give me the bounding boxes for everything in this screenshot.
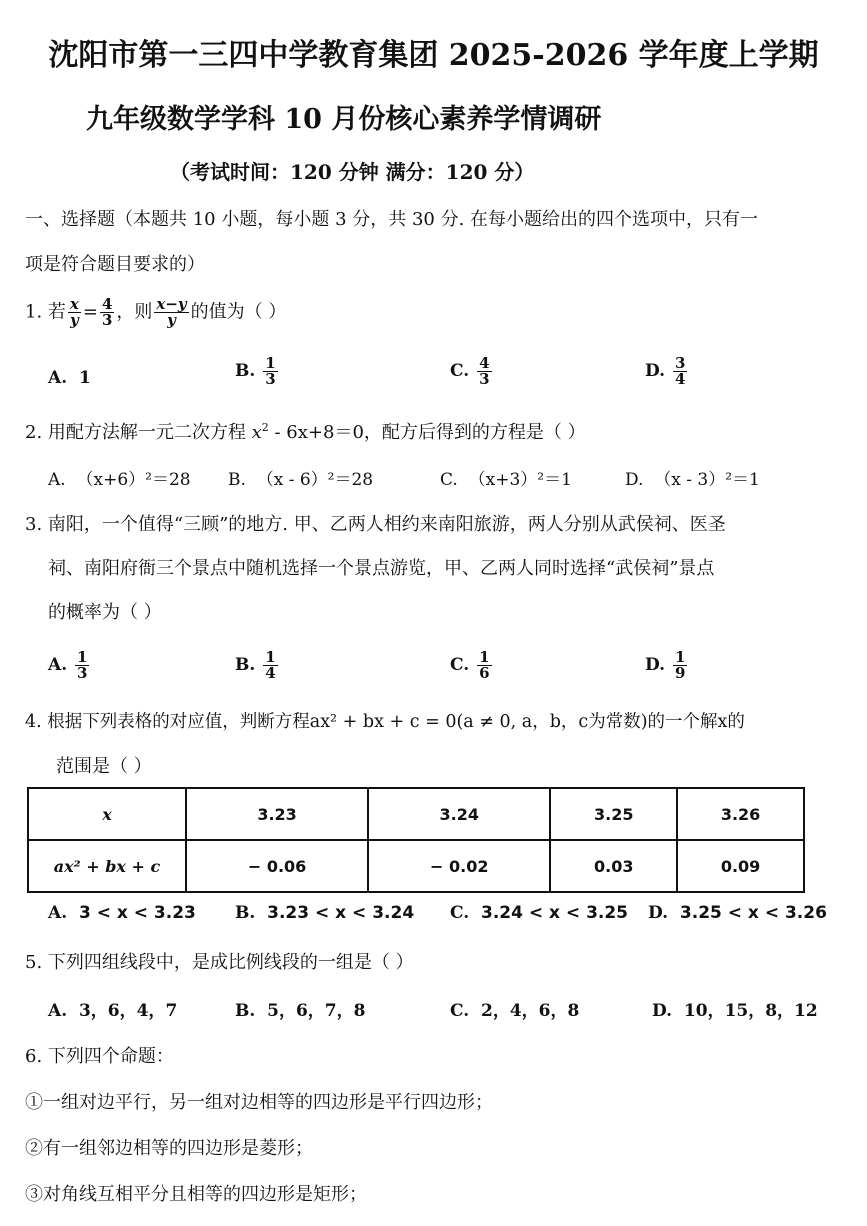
q3-option-d: D. $\frac{1}{9}$ (645, 648, 686, 682)
q4-line1: 4. 根据下列表格的对应值，判断方程ax² + bx + c = 0(a ≠ 0, a，b，c为常数)的一个解x的 (25, 712, 745, 732)
q3-option-a: A. $\frac{1}{3}$ (48, 648, 88, 682)
table-cell: 3.24 (368, 788, 550, 840)
q4-option-a: A. 3 < x < 3.23 (48, 903, 196, 923)
q1-stem: 1. 若 $\frac{x}{y}$ = $\frac{4}{3}$ ，则 $\frac{x-y}{y}$ 的值为（ ） (25, 295, 287, 329)
q5-option-b: B. 5，6，7，8 (235, 1001, 366, 1021)
exam-info: （考试时间：120 分钟 满分：120 分） (170, 160, 535, 184)
q1-frac-xy-over-y: $\frac{x-y}{y}$ (156, 295, 187, 329)
q6-stem: 6. 下列四个命题： (25, 1046, 174, 1067)
table-row (28, 788, 804, 840)
table-cell: 3.26 (677, 788, 804, 840)
q6-item-2: ②有一组邻边相等的四边形是菱形； (25, 1138, 313, 1159)
q4-option-d: D. 3.25 < x < 3.26 (648, 903, 827, 923)
q4-option-b: B. 3.23 < x < 3.24 (235, 903, 415, 923)
table-cell: 0.03 (550, 840, 677, 892)
q5-stem: 5. 下列四组线段中，是成比例线段的一组是（ ） (25, 952, 414, 973)
q1-frac-x-over-y: $\frac{x}{y}$ (69, 295, 79, 329)
q4-line2: 范围是（ ） (56, 756, 152, 777)
table-cell: − 0.02 (368, 840, 550, 892)
section1-intro-line2: 项是符合题目要求的） (25, 254, 205, 275)
q3-line1: 3. 南阳，一个值得“三顾”的地方. 甲、乙两人相约来南阳旅游，两人分别从武侯祠、医圣 (25, 514, 726, 535)
q1-option-c: C. $\frac{4}{3}$ (450, 354, 490, 388)
q1-frac-4-over-3: $\frac{4}{3}$ (101, 295, 113, 329)
q1-option-a: A. 1 (48, 368, 91, 388)
section1-intro-line1: 一、选择题（本题共 10 小题，每小题 3 分，共 30 分. 在每小题给出的四个选项中，只有一 (25, 209, 759, 230)
q2-option-d: D. （x - 3）²＝1 (625, 470, 760, 490)
q5-option-c: C. 2，4，6，8 (450, 1001, 580, 1021)
table-header-expression: ax² + bx + c (28, 840, 186, 892)
table-cell: 3.25 (550, 788, 677, 840)
q3-option-c: C. $\frac{1}{6}$ (450, 648, 490, 682)
exam-subtitle: 九年级数学学科 10 月份核心素养学情调研 (86, 104, 602, 135)
q3-line3: 的概率为（ ） (48, 602, 162, 623)
table-cell: 3.23 (186, 788, 368, 840)
q3-option-b: B. $\frac{1}{4}$ (235, 648, 276, 682)
table-header-x: x (28, 788, 186, 840)
q2-option-c: C. （x+3）²＝1 (440, 470, 572, 490)
q5-option-d: D. 10，15，8，12 (652, 1001, 818, 1021)
q6-item-3: ③对角线互相平分且相等的四边形是矩形； (25, 1184, 367, 1205)
q5-option-a: A. 3，6，4，7 (48, 1001, 178, 1021)
table-cell: 0.09 (677, 840, 804, 892)
q4-option-c: C. 3.24 < x < 3.25 (450, 903, 629, 923)
q4-value-table (27, 787, 805, 893)
q1-prefix: 1. 若 (25, 301, 66, 323)
table-row (28, 840, 804, 892)
q2-option-b: B. （x - 6）²＝28 (228, 470, 374, 490)
exam-title: 沈阳市第一三四中学教育集团 2025-2026 学年度上学期 (48, 38, 819, 73)
q3-line2: 祠、南阳府衙三个景点中随机选择一个景点游览，甲、乙两人同时选择“武侯祠”景点 (48, 558, 715, 579)
q2-stem: 2. 用配方法解一元二次方程 $x^2 - 6x+8=0$，配方后得到的方程是（ ） (25, 421, 586, 443)
q1-option-b: B. $\frac{1}{3}$ (235, 354, 276, 388)
table-cell: − 0.06 (186, 840, 368, 892)
q6-item-1: ①一组对边平行，另一组对边相等的四边形是平行四边形； (25, 1092, 493, 1113)
q2-option-a: A. （x+6）²＝28 (48, 470, 191, 490)
q1-option-d: D. $\frac{3}{4}$ (645, 354, 686, 388)
